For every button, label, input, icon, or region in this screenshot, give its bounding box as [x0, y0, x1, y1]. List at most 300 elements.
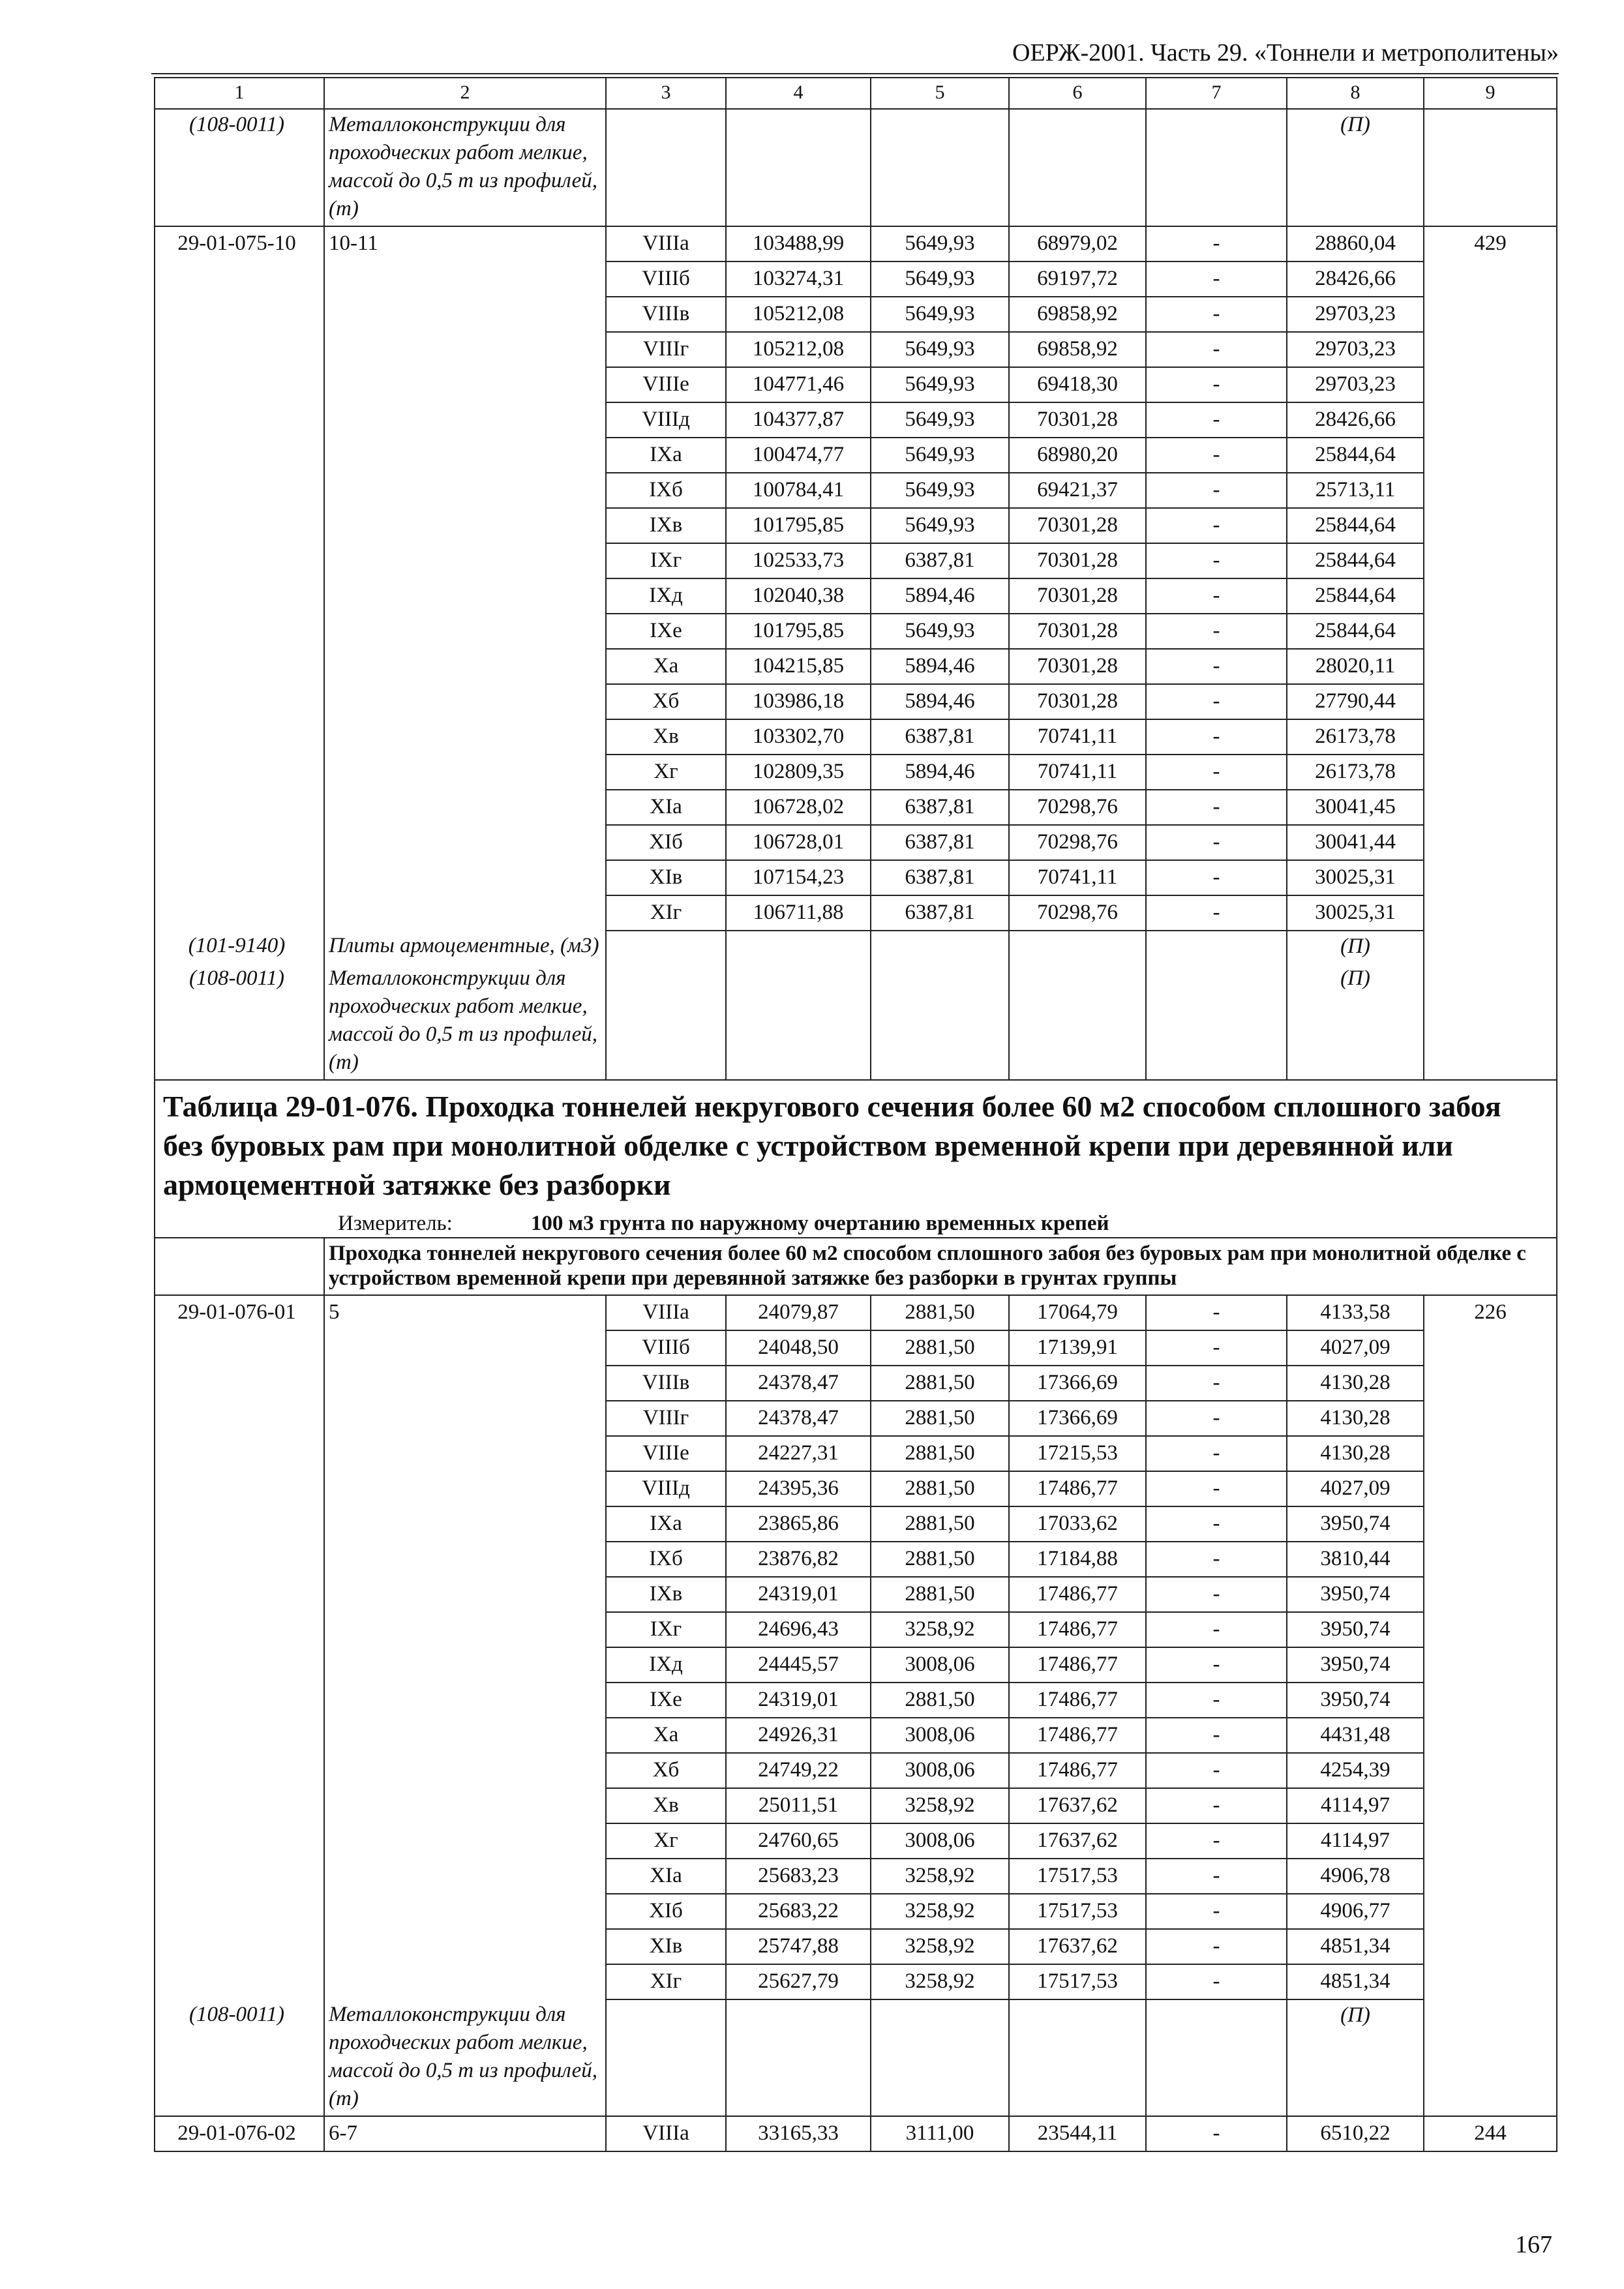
- category: Xб: [606, 1753, 726, 1788]
- norm-code-cell: [155, 684, 324, 719]
- materials-cost: 3950,74: [1287, 1647, 1424, 1683]
- resource-row: [155, 1999, 1557, 2116]
- norm-code-cell: [155, 895, 324, 931]
- driver-wages: -: [1146, 1753, 1287, 1788]
- total-cost: 103274,31: [726, 262, 871, 297]
- norm-row: [155, 473, 1557, 508]
- total-cost: 25011,51: [726, 1788, 871, 1823]
- driver-wages: -: [1146, 1506, 1287, 1542]
- total-cost: 104377,87: [726, 402, 871, 438]
- wages: 3258,92: [871, 1859, 1009, 1894]
- norm-row: [155, 1647, 1557, 1683]
- norm-row: [155, 649, 1557, 684]
- soil-group-cell: [324, 1401, 606, 1436]
- driver-wages: -: [1146, 1542, 1287, 1577]
- category: VIIIг: [606, 1401, 726, 1436]
- soil-group-cell: [324, 614, 606, 649]
- soil-group: 10-11: [324, 226, 606, 262]
- category: IXб: [606, 1542, 726, 1577]
- norm-row: [155, 1823, 1557, 1859]
- labor-hours-cell: [1424, 1894, 1557, 1929]
- empty-cell: [1009, 931, 1146, 963]
- machine-cost: 69858,92: [1009, 332, 1146, 367]
- header-rule: [151, 73, 1559, 74]
- driver-wages: -: [1146, 825, 1287, 860]
- driver-wages: -: [1146, 860, 1287, 895]
- norm-code: 29-01-076-01: [155, 1295, 324, 1330]
- total-cost: 103488,99: [726, 226, 871, 262]
- total-cost: 103302,70: [726, 719, 871, 755]
- norm-row: [155, 1330, 1557, 1366]
- resource-mark: (П): [1287, 931, 1424, 963]
- wages: 6387,81: [871, 895, 1009, 931]
- total-cost: 24696,43: [726, 1612, 871, 1647]
- wages: 3258,92: [871, 1894, 1009, 1929]
- wages: 5649,93: [871, 473, 1009, 508]
- machine-cost: 23544,11: [1009, 2116, 1146, 2151]
- resource-row: [155, 931, 1557, 963]
- driver-wages: -: [1146, 402, 1287, 438]
- soil-group-cell: [324, 1330, 606, 1366]
- wages: 3258,92: [871, 1964, 1009, 1999]
- norm-row: [155, 1471, 1557, 1506]
- category: Xб: [606, 684, 726, 719]
- norm-code-cell: [155, 1788, 324, 1823]
- machine-cost: 17215,53: [1009, 1436, 1146, 1471]
- machine-cost: 17486,77: [1009, 1753, 1146, 1788]
- machine-cost: 70301,28: [1009, 614, 1146, 649]
- machine-cost: 70741,11: [1009, 719, 1146, 755]
- driver-wages: -: [1146, 1929, 1287, 1964]
- category: IXд: [606, 578, 726, 614]
- materials-cost: 25844,64: [1287, 438, 1424, 473]
- soil-group-cell: [324, 1612, 606, 1647]
- soil-group-cell: [324, 755, 606, 790]
- category: VIIIе: [606, 1436, 726, 1471]
- total-cost: 106728,01: [726, 825, 871, 860]
- total-cost: 106711,88: [726, 895, 871, 931]
- machine-cost: 17139,91: [1009, 1330, 1146, 1366]
- norm-row: [155, 1612, 1557, 1647]
- wages: 3258,92: [871, 1929, 1009, 1964]
- total-cost: 24760,65: [726, 1823, 871, 1859]
- materials-cost: 4254,39: [1287, 1753, 1424, 1788]
- materials-cost: 29703,23: [1287, 367, 1424, 402]
- machine-cost: 68979,02: [1009, 226, 1146, 262]
- total-cost: 24749,22: [726, 1753, 871, 1788]
- total-cost: 24319,01: [726, 1683, 871, 1718]
- wages: 5649,93: [871, 367, 1009, 402]
- category: VIIIб: [606, 262, 726, 297]
- materials-cost: 30041,45: [1287, 790, 1424, 825]
- soil-group-cell: [324, 1929, 606, 1964]
- soil-group-cell: [324, 649, 606, 684]
- category: IXг: [606, 543, 726, 578]
- empty-cell: [1146, 1999, 1287, 2116]
- machine-cost: 69197,72: [1009, 262, 1146, 297]
- wages: 5894,46: [871, 578, 1009, 614]
- labor-hours-cell: [1424, 332, 1557, 367]
- wages: 3008,06: [871, 1753, 1009, 1788]
- category: IXв: [606, 508, 726, 543]
- labor-hours-cell: [1424, 1542, 1557, 1577]
- driver-wages: -: [1146, 226, 1287, 262]
- wages: 6387,81: [871, 790, 1009, 825]
- driver-wages: -: [1146, 2116, 1287, 2151]
- total-cost: 24319,01: [726, 1577, 871, 1612]
- norm-row: [155, 755, 1557, 790]
- category: VIIIд: [606, 1471, 726, 1506]
- soil-group-cell: [324, 1964, 606, 1999]
- category: VIIIв: [606, 1366, 726, 1401]
- wages: 5649,93: [871, 226, 1009, 262]
- driver-wages: -: [1146, 262, 1287, 297]
- empty-cell: [1146, 931, 1287, 963]
- category: Xа: [606, 1718, 726, 1753]
- resource-row: [155, 963, 1557, 1080]
- machine-cost: 70298,76: [1009, 895, 1146, 931]
- machine-cost: 17366,69: [1009, 1366, 1146, 1401]
- machine-cost: 17517,53: [1009, 1964, 1146, 1999]
- total-cost: 24079,87: [726, 1295, 871, 1330]
- labor-hours-cell: [1424, 755, 1557, 790]
- labor-hours-cell: [1424, 297, 1557, 332]
- norm-row: [155, 1401, 1557, 1436]
- empty-cell: [1424, 1999, 1557, 2116]
- norm-code-cell: [155, 332, 324, 367]
- total-cost: 100784,41: [726, 473, 871, 508]
- category: XIб: [606, 825, 726, 860]
- soil-group-cell: [324, 1718, 606, 1753]
- total-cost: 24048,50: [726, 1330, 871, 1366]
- labor-hours-cell: [1424, 1823, 1557, 1859]
- total-cost: 24378,47: [726, 1366, 871, 1401]
- category: IXг: [606, 1612, 726, 1647]
- measure-unit: 100 м3 грунта по наружному очертанию временных крепей: [530, 1212, 1109, 1235]
- labor-hours-cell: [1424, 790, 1557, 825]
- norm-code-cell: [155, 649, 324, 684]
- machine-cost: 69858,92: [1009, 297, 1146, 332]
- empty-cell: [871, 1999, 1009, 2116]
- wages: 2881,50: [871, 1471, 1009, 1506]
- column-number: 4: [726, 78, 871, 109]
- page-number: 167: [1515, 2231, 1552, 2258]
- category: Xа: [606, 649, 726, 684]
- norm-row: [155, 719, 1557, 755]
- driver-wages: -: [1146, 895, 1287, 931]
- category: IXа: [606, 1506, 726, 1542]
- wages: 2881,50: [871, 1436, 1009, 1471]
- norm-row: [155, 684, 1557, 719]
- norm-row: [155, 297, 1557, 332]
- machine-cost: 17517,53: [1009, 1894, 1146, 1929]
- machine-cost: 17486,77: [1009, 1577, 1146, 1612]
- norm-row: [155, 895, 1557, 931]
- norm-row: [155, 1964, 1557, 1999]
- machine-cost: 69421,37: [1009, 473, 1146, 508]
- norm-row: [155, 2116, 1557, 2151]
- empty-cell: [871, 963, 1009, 1080]
- machine-cost: 68980,20: [1009, 438, 1146, 473]
- norm-row: [155, 825, 1557, 860]
- materials-cost: 27790,44: [1287, 684, 1424, 719]
- machine-cost: 70301,28: [1009, 402, 1146, 438]
- wages: 5649,93: [871, 262, 1009, 297]
- materials-cost: 30025,31: [1287, 860, 1424, 895]
- machine-cost: 17366,69: [1009, 1401, 1146, 1436]
- norm-row: [155, 438, 1557, 473]
- category: VIIIе: [606, 367, 726, 402]
- materials-cost: 4114,97: [1287, 1788, 1424, 1823]
- soil-group-cell: [324, 1577, 606, 1612]
- category: IXе: [606, 1683, 726, 1718]
- materials-cost: 4027,09: [1287, 1471, 1424, 1506]
- labor-hours-cell: [1424, 438, 1557, 473]
- machine-cost: 17486,77: [1009, 1612, 1146, 1647]
- machine-cost: 17486,77: [1009, 1647, 1146, 1683]
- resource-name: Металлоконструкции для проходческих работ мелкие, массой до 0,5 т из профилей, (т): [324, 109, 606, 226]
- wages: 2881,50: [871, 1577, 1009, 1612]
- soil-group-cell: [324, 402, 606, 438]
- wages: 5649,93: [871, 438, 1009, 473]
- materials-cost: 4906,77: [1287, 1894, 1424, 1929]
- resource-row: [155, 109, 1557, 226]
- labor-hours-cell: [1424, 578, 1557, 614]
- norm-code-cell: [155, 755, 324, 790]
- total-cost: 25747,88: [726, 1929, 871, 1964]
- driver-wages: -: [1146, 438, 1287, 473]
- labor-hours-cell: [1424, 367, 1557, 402]
- total-cost: 104215,85: [726, 649, 871, 684]
- soil-group-cell: [324, 262, 606, 297]
- machine-cost: 17637,62: [1009, 1823, 1146, 1859]
- price-table: [154, 77, 1557, 2152]
- labor-hours-cell: [1424, 1401, 1557, 1436]
- norm-code-cell: [155, 578, 324, 614]
- resource-mark: (П): [1287, 1999, 1424, 2116]
- total-cost: 105212,08: [726, 332, 871, 367]
- column-number: 6: [1009, 78, 1146, 109]
- materials-cost: 4851,34: [1287, 1929, 1424, 1964]
- materials-cost: 25844,64: [1287, 508, 1424, 543]
- subtitle-row: [155, 1238, 1557, 1295]
- norm-code: 29-01-076-02: [155, 2116, 324, 2151]
- table-title-row: [155, 1080, 1557, 1210]
- norm-row: [155, 1753, 1557, 1788]
- labor-hours-cell: [1424, 1577, 1557, 1612]
- materials-cost: 4130,28: [1287, 1436, 1424, 1471]
- materials-cost: 25844,64: [1287, 614, 1424, 649]
- materials-cost: 6510,22: [1287, 2116, 1424, 2151]
- labor-hours-cell: [1424, 895, 1557, 931]
- wages: 5649,93: [871, 508, 1009, 543]
- driver-wages: -: [1146, 1612, 1287, 1647]
- norm-code-cell: [155, 438, 324, 473]
- driver-wages: -: [1146, 543, 1287, 578]
- norm-row: [155, 1542, 1557, 1577]
- materials-cost: 3950,74: [1287, 1577, 1424, 1612]
- wages: 5649,93: [871, 402, 1009, 438]
- norm-code-cell: [155, 508, 324, 543]
- running-header: ОЕРЖ-2001. Часть 29. «Тоннели и метрополитены»: [1012, 39, 1559, 67]
- materials-cost: 25844,64: [1287, 578, 1424, 614]
- driver-wages: -: [1146, 649, 1287, 684]
- empty-cell: [726, 1999, 871, 2116]
- total-cost: 24378,47: [726, 1401, 871, 1436]
- machine-cost: 17486,77: [1009, 1471, 1146, 1506]
- norm-code-cell: [155, 1471, 324, 1506]
- driver-wages: -: [1146, 684, 1287, 719]
- norm-code-cell: [155, 1929, 324, 1964]
- table-title: Таблица 29-01-076. Проходка тоннелей некругового сечения более 60 м2 способом сплошного забоя без буровых рам при монолитной обделке с устройством временной крепи при деревянной или армоцементной затяжке без разборки: [155, 1080, 1557, 1210]
- labor-hours-cell: [1424, 1506, 1557, 1542]
- materials-cost: 4431,48: [1287, 1718, 1424, 1753]
- materials-cost: 3950,74: [1287, 1683, 1424, 1718]
- wages: 3111,00: [871, 2116, 1009, 2151]
- driver-wages: -: [1146, 1683, 1287, 1718]
- measure-label: Измеритель:: [338, 1212, 453, 1235]
- norm-code-cell: [155, 367, 324, 402]
- column-number-row: [155, 78, 1557, 109]
- materials-cost: 30041,44: [1287, 825, 1424, 860]
- driver-wages: -: [1146, 1366, 1287, 1401]
- machine-cost: 17637,62: [1009, 1788, 1146, 1823]
- machine-cost: 17637,62: [1009, 1929, 1146, 1964]
- materials-cost: 28426,66: [1287, 262, 1424, 297]
- category: XIв: [606, 1929, 726, 1964]
- wages: 2881,50: [871, 1683, 1009, 1718]
- norm-row: [155, 1436, 1557, 1471]
- soil-group-cell: [324, 1788, 606, 1823]
- soil-group-cell: [324, 790, 606, 825]
- wages: 5894,46: [871, 649, 1009, 684]
- labor-hours-cell: [1424, 1929, 1557, 1964]
- empty-cell: [1009, 1999, 1146, 2116]
- wages: 2881,50: [871, 1401, 1009, 1436]
- norm-row: [155, 508, 1557, 543]
- category: VIIIа: [606, 226, 726, 262]
- machine-cost: 17064,79: [1009, 1295, 1146, 1330]
- labor-hours-cell: [1424, 508, 1557, 543]
- machine-cost: 17486,77: [1009, 1718, 1146, 1753]
- driver-wages: -: [1146, 1823, 1287, 1859]
- norm-code-cell: [155, 543, 324, 578]
- machine-cost: 70741,11: [1009, 755, 1146, 790]
- norm-code-cell: [155, 1753, 324, 1788]
- driver-wages: -: [1146, 367, 1287, 402]
- labor-hours-cell: [1424, 825, 1557, 860]
- total-cost: 24227,31: [726, 1436, 871, 1471]
- norm-row: [155, 1718, 1557, 1753]
- labor-hours-cell: [1424, 1859, 1557, 1894]
- labor-hours-cell: [1424, 649, 1557, 684]
- total-cost: 25683,23: [726, 1859, 871, 1894]
- norm-code-cell: [155, 1436, 324, 1471]
- driver-wages: -: [1146, 755, 1287, 790]
- wages: 6387,81: [871, 543, 1009, 578]
- labor-hours-cell: [1424, 684, 1557, 719]
- norm-row: [155, 262, 1557, 297]
- total-cost: 100474,77: [726, 438, 871, 473]
- wages: 6387,81: [871, 860, 1009, 895]
- labor-hours-cell: [1424, 1683, 1557, 1718]
- soil-group-cell: [324, 473, 606, 508]
- labor-hours-cell: [1424, 1753, 1557, 1788]
- driver-wages: -: [1146, 1330, 1287, 1366]
- soil-group-cell: [324, 719, 606, 755]
- driver-wages: -: [1146, 1647, 1287, 1683]
- labor-hours: 244: [1424, 2116, 1557, 2151]
- norm-row: [155, 1894, 1557, 1929]
- labor-hours: 226: [1424, 1295, 1557, 1330]
- soil-group-cell: [324, 508, 606, 543]
- driver-wages: -: [1146, 508, 1287, 543]
- labor-hours-cell: [1424, 1788, 1557, 1823]
- soil-group-cell: [324, 367, 606, 402]
- soil-group-cell: [324, 543, 606, 578]
- wages: 5894,46: [871, 755, 1009, 790]
- norm-code-cell: [155, 719, 324, 755]
- materials-cost: 25844,64: [1287, 543, 1424, 578]
- category: IXд: [606, 1647, 726, 1683]
- soil-group-cell: [324, 1542, 606, 1577]
- wages: 3008,06: [871, 1647, 1009, 1683]
- driver-wages: -: [1146, 1964, 1287, 1999]
- norm-code-cell: [155, 825, 324, 860]
- category: IXв: [606, 1577, 726, 1612]
- machine-cost: 17184,88: [1009, 1542, 1146, 1577]
- wages: 3008,06: [871, 1718, 1009, 1753]
- norm-row: [155, 543, 1557, 578]
- total-cost: 105212,08: [726, 297, 871, 332]
- machine-cost: 70298,76: [1009, 825, 1146, 860]
- total-cost: 25683,22: [726, 1894, 871, 1929]
- labor-hours-cell: [1424, 860, 1557, 895]
- soil-group: 6-7: [324, 2116, 606, 2151]
- driver-wages: -: [1146, 1718, 1287, 1753]
- empty-cell: [155, 1238, 324, 1295]
- materials-cost: 3950,74: [1287, 1506, 1424, 1542]
- machine-cost: 70301,28: [1009, 684, 1146, 719]
- machine-cost: 17517,53: [1009, 1859, 1146, 1894]
- soil-group-cell: [324, 332, 606, 367]
- wages: 5649,93: [871, 332, 1009, 367]
- resource-mark: (П): [1287, 109, 1424, 226]
- norm-code-cell: [155, 1366, 324, 1401]
- resource-code: (108-0011): [155, 1999, 324, 2116]
- driver-wages: -: [1146, 297, 1287, 332]
- soil-group-cell: [324, 1647, 606, 1683]
- category: VIIIг: [606, 332, 726, 367]
- materials-cost: 4851,34: [1287, 1964, 1424, 1999]
- materials-cost: 3950,74: [1287, 1612, 1424, 1647]
- norm-row: [155, 578, 1557, 614]
- norm-code-cell: [155, 1859, 324, 1894]
- labor-hours-cell: [1424, 543, 1557, 578]
- norm-code-cell: [155, 262, 324, 297]
- column-number: 5: [871, 78, 1009, 109]
- empty-cell: [606, 963, 726, 1080]
- resource-name: Плиты армоцементные, (м3): [324, 931, 606, 963]
- column-number: 2: [324, 78, 606, 109]
- total-cost: 101795,85: [726, 614, 871, 649]
- norm-row: [155, 790, 1557, 825]
- labor-hours-cell: [1424, 1718, 1557, 1753]
- resource-code: (101-9140): [155, 931, 324, 963]
- machine-cost: 17486,77: [1009, 1683, 1146, 1718]
- wages: 3008,06: [871, 1823, 1009, 1859]
- soil-group-cell: [324, 860, 606, 895]
